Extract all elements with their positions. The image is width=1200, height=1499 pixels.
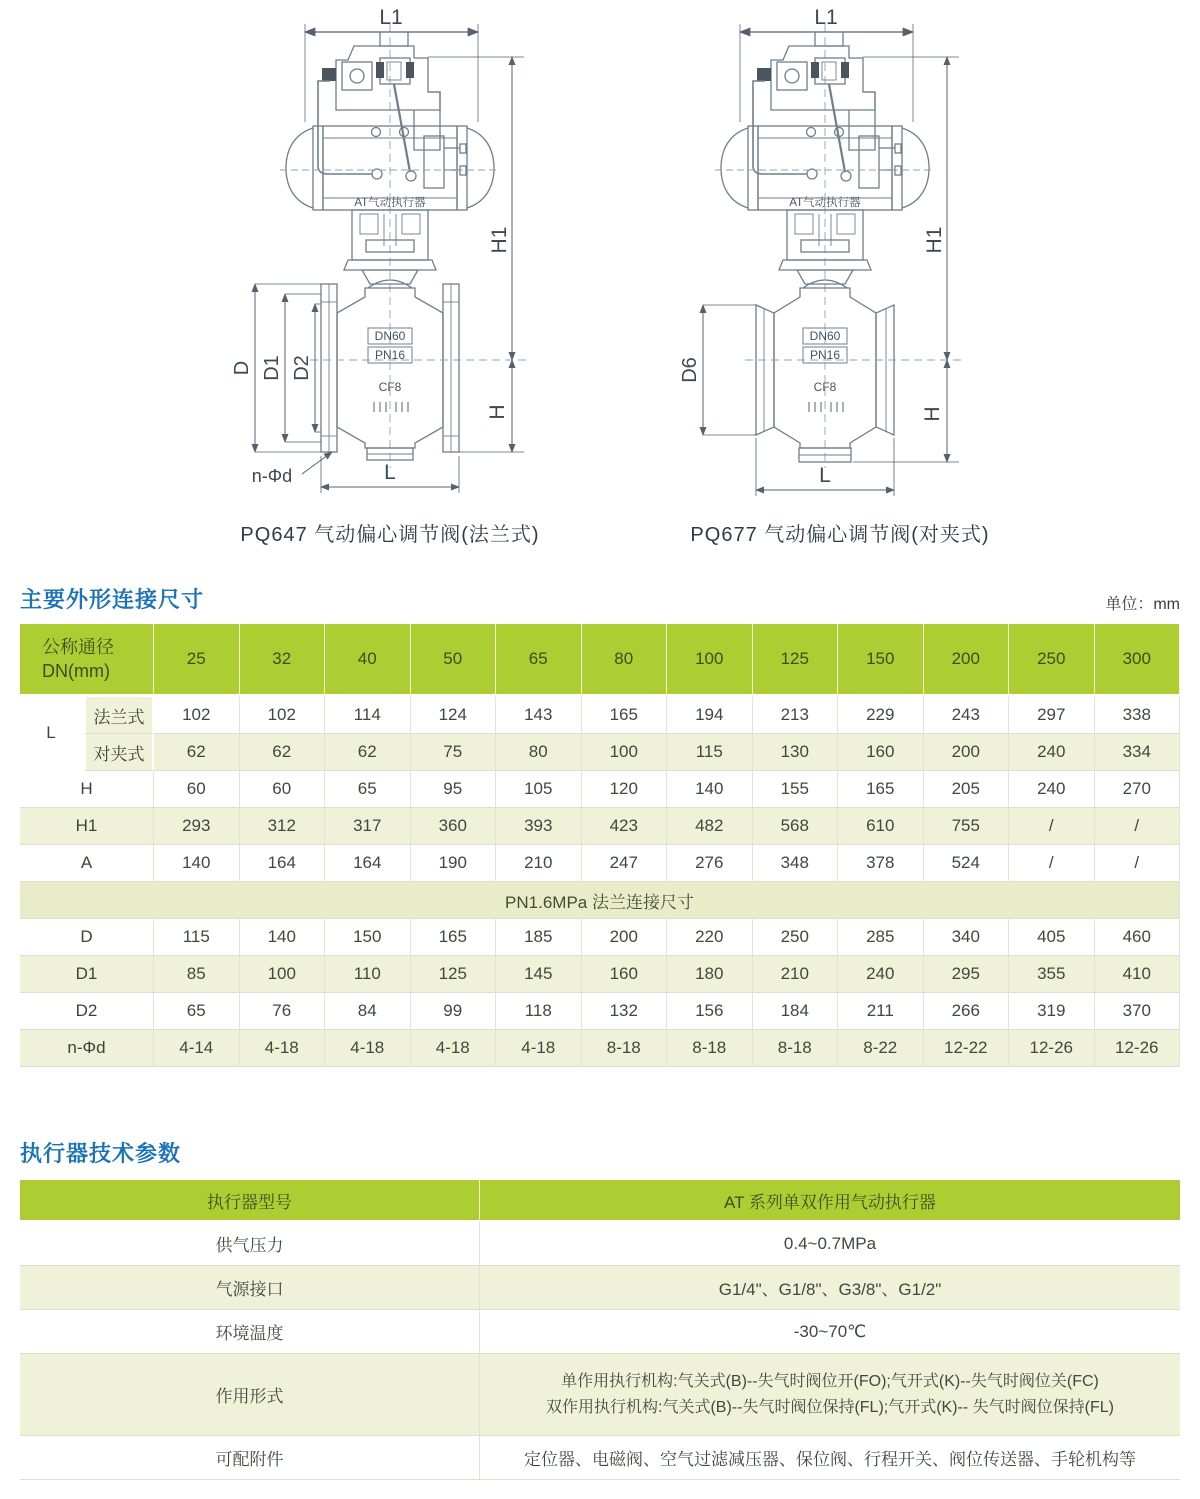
table-row [20, 1030, 1180, 1067]
dims-col-header: 32 [240, 624, 326, 697]
dims-cell: 200 [582, 919, 668, 956]
spec-value-line: 双作用执行机构:气关式(B)--失气时阀位保持(FL);气开式(K)-- 失气时阀位保持(FL) [546, 1398, 1114, 1416]
dims-col-header: 40 [325, 624, 411, 697]
caption-pq677: PQ677 气动偏心调节阀(对夹式) [690, 524, 990, 546]
dims-cell: 194 [667, 697, 753, 734]
dims-col-header: 80 [582, 624, 668, 697]
dims-cell: 205 [924, 771, 1010, 808]
dims-cell: 240 [838, 956, 924, 993]
dims-cell: 190 [411, 845, 497, 882]
spec-row [20, 1436, 1180, 1480]
dims-cell: 317 [325, 808, 411, 845]
dims-cell: 8-18 [667, 1030, 753, 1067]
table-row [20, 956, 1180, 993]
pn-span-row [20, 882, 1180, 919]
dims-cell: 165 [582, 697, 668, 734]
dim-label-h1: H1 [923, 226, 946, 254]
dims-cell: 210 [496, 845, 582, 882]
dims-cell: 610 [838, 808, 924, 845]
dims-cell: 160 [582, 956, 668, 993]
dims-corner-header [20, 624, 154, 697]
dims-cell: / [1009, 808, 1095, 845]
dims-cell: 220 [667, 919, 753, 956]
spec-row-value: AT 系列单双作用气动执行器 [480, 1180, 1180, 1222]
dims-cell: 423 [582, 808, 668, 845]
dims-cell: 355 [1009, 956, 1095, 993]
dims-cell: 240 [1009, 734, 1095, 771]
dims-cell: 140 [667, 771, 753, 808]
table-row [20, 771, 1180, 808]
dimensions-table [20, 624, 1180, 1067]
table-row [20, 808, 1180, 845]
dim-label-d2: D2 [291, 355, 313, 381]
dims-col-header: 50 [411, 624, 497, 697]
spec-row [20, 1310, 1180, 1354]
dim-label-d: D [231, 360, 253, 376]
dims-cell: 85 [154, 956, 240, 993]
dims-cell: 118 [496, 993, 582, 1030]
dims-row-label: 法兰式 [84, 697, 154, 734]
dims-cell: 229 [838, 697, 924, 734]
dims-cell: 270 [1095, 771, 1181, 808]
dim-label-l1: L1 [814, 6, 838, 29]
dims-section-title: 主要外形连接尺寸 [20, 587, 205, 612]
dims-cell: 185 [496, 919, 582, 956]
dims-row-label: 对夹式 [84, 734, 154, 771]
table-row [20, 919, 1180, 956]
dims-col-header: 65 [496, 624, 582, 697]
dims-cell: 338 [1095, 697, 1181, 734]
dims-cell: / [1095, 808, 1181, 845]
spec-row-label: 气源接口 [20, 1266, 480, 1310]
dims-cell: 12-26 [1095, 1030, 1181, 1067]
dims-col-header: 250 [1009, 624, 1095, 697]
dim-label-h: H [486, 404, 509, 420]
dims-cell: 100 [240, 956, 326, 993]
dims-cell: 250 [753, 919, 839, 956]
dims-cell: 210 [753, 956, 839, 993]
dims-cell: 200 [924, 734, 1010, 771]
dim-label-d1: D1 [261, 355, 283, 381]
spec-row-value: G1/4"、G1/8"、G3/8"、G1/2" [480, 1266, 1180, 1310]
actuator-label: AT气动执行器 [354, 197, 426, 209]
spec-row-value [480, 1354, 1180, 1436]
dims-cell: 115 [667, 734, 753, 771]
dims-cell: 460 [1095, 919, 1181, 956]
dims-cell: 755 [924, 808, 1010, 845]
dims-cell: 266 [924, 993, 1010, 1030]
dims-cell: 62 [240, 734, 326, 771]
dims-col-header: 150 [838, 624, 924, 697]
spec-row [20, 1266, 1180, 1310]
dims-cell: 240 [1009, 771, 1095, 808]
dims-row-label: A [20, 845, 154, 882]
dims-cell: 8-22 [838, 1030, 924, 1067]
table-row [20, 845, 1180, 882]
dims-cell: 62 [325, 734, 411, 771]
spec-row-label: 可配附件 [20, 1436, 480, 1480]
dims-cell: 12-26 [1009, 1030, 1095, 1067]
spec-row-value: 0.4~0.7MPa [480, 1222, 1180, 1266]
dims-cell: 164 [325, 845, 411, 882]
valve-diagram-flange [231, 6, 526, 493]
dims-cell: 76 [240, 993, 326, 1030]
dims-cell: 84 [325, 993, 411, 1030]
dims-group-label: L [20, 697, 84, 771]
dims-cell: 568 [753, 808, 839, 845]
dims-cell: 360 [411, 808, 497, 845]
dim-label-l1: L1 [379, 6, 403, 29]
dims-cell: 155 [753, 771, 839, 808]
dims-cell: 140 [240, 919, 326, 956]
dims-corner-line: 公称通径 [42, 637, 114, 657]
dims-cell: 211 [838, 993, 924, 1030]
dims-row-label: D [20, 919, 154, 956]
spec-row-label: 环境温度 [20, 1310, 480, 1354]
dims-cell: 120 [582, 771, 668, 808]
dims-cell: 410 [1095, 956, 1181, 993]
dims-cell: 312 [240, 808, 326, 845]
dims-cell: 156 [667, 993, 753, 1030]
dims-cell: 276 [667, 845, 753, 882]
dim-label-h1: H1 [488, 226, 511, 254]
spec-row [20, 1222, 1180, 1266]
dims-col-header: 25 [154, 624, 240, 697]
dims-cell: / [1009, 845, 1095, 882]
dims-cell: 247 [582, 845, 668, 882]
dims-cell: 348 [753, 845, 839, 882]
dims-cell: 60 [240, 771, 326, 808]
dims-row-label: D2 [20, 993, 154, 1030]
dims-cell: 405 [1009, 919, 1095, 956]
dims-cell: 165 [838, 771, 924, 808]
actuator-spec-table [20, 1180, 1180, 1480]
dim-label-l: L [819, 464, 831, 487]
valve-diagram-canvas: DN60 PN16 CF8 L1 AT气动执行器 D D1 D2 H1 H L n-Φd L1 AT气动执行器 D6 H1 H L [0, 0, 1200, 516]
dims-cell: 95 [411, 771, 497, 808]
dims-col-header: 100 [667, 624, 753, 697]
dims-cell: 393 [496, 808, 582, 845]
dims-cell: 110 [325, 956, 411, 993]
dims-cell: 4-18 [325, 1030, 411, 1067]
dim-label-d6: D6 [679, 357, 701, 383]
dims-cell: 62 [154, 734, 240, 771]
dim-label-n-phi-d: n-Φd [251, 466, 293, 486]
dims-cell: 132 [582, 993, 668, 1030]
dims-cell: 184 [753, 993, 839, 1030]
spec-row-label: 执行器型号 [20, 1180, 480, 1222]
dims-cell: 102 [240, 697, 326, 734]
dims-cell: 105 [496, 771, 582, 808]
dims-cell: 370 [1095, 993, 1181, 1030]
dims-cell: 165 [411, 919, 497, 956]
spec-row-label: 作用形式 [20, 1354, 480, 1436]
dims-cell: 378 [838, 845, 924, 882]
actuator-label: AT气动执行器 [789, 197, 861, 209]
table-row [20, 734, 1180, 771]
dims-row-label: H1 [20, 808, 154, 845]
spec-row [20, 1354, 1180, 1436]
dims-cell: 140 [154, 845, 240, 882]
dims-cell: 293 [154, 808, 240, 845]
dims-cell: 243 [924, 697, 1010, 734]
dims-cell: / [1095, 845, 1181, 882]
dims-header-row [20, 624, 1180, 697]
spec-value-line: 单作用执行机构:气关式(B)--失气时阀位开(FO);气开式(K)--失气时阀位关(FC) [561, 1372, 1099, 1390]
dims-cell: 65 [325, 771, 411, 808]
dims-row-label: D1 [20, 956, 154, 993]
table-row [20, 993, 1180, 1030]
dims-cell: 8-18 [582, 1030, 668, 1067]
dims-cell: 295 [924, 956, 1010, 993]
dims-cell: 75 [411, 734, 497, 771]
dims-cell: 115 [154, 919, 240, 956]
dims-cell: 297 [1009, 697, 1095, 734]
dims-cell: 102 [154, 697, 240, 734]
dims-col-header: 300 [1095, 624, 1181, 697]
dims-cell: 100 [582, 734, 668, 771]
spec-row [20, 1180, 1180, 1222]
dims-cell: 482 [667, 808, 753, 845]
dims-cell: 12-22 [924, 1030, 1010, 1067]
table-row [20, 697, 1180, 734]
dims-cell: 164 [240, 845, 326, 882]
dims-cell: 319 [1009, 993, 1095, 1030]
dims-cell: 125 [411, 956, 497, 993]
dims-cell: 130 [753, 734, 839, 771]
dims-cell: 4-18 [411, 1030, 497, 1067]
spec-row-label: 供气压力 [20, 1222, 480, 1266]
dims-cell: 150 [325, 919, 411, 956]
valve-diagram-wafer [679, 6, 961, 496]
dims-cell: 4-18 [240, 1030, 326, 1067]
valve-diagrams [0, 0, 1200, 568]
dims-cell: 80 [496, 734, 582, 771]
spec-row-value: 定位器、电磁阀、空气过滤减压器、保位阀、行程开关、阀位传送器、手轮机构等 [480, 1436, 1180, 1480]
dims-cell: 124 [411, 697, 497, 734]
actuator-section-title: 执行器技术参数 [20, 1141, 182, 1166]
dims-cell: 60 [154, 771, 240, 808]
spec-row-value: -30~70℃ [480, 1310, 1180, 1354]
dims-col-header: 200 [924, 624, 1010, 697]
dims-cell: 4-18 [496, 1030, 582, 1067]
dims-col-header: 125 [753, 624, 839, 697]
dims-cell: 145 [496, 956, 582, 993]
unit-label: 单位：mm [1105, 596, 1180, 613]
diagram-captions [0, 520, 1200, 554]
dims-cell: 180 [667, 956, 753, 993]
dims-cell: 8-18 [753, 1030, 839, 1067]
dims-cell: 213 [753, 697, 839, 734]
dims-cell: 143 [496, 697, 582, 734]
dims-cell: 114 [325, 697, 411, 734]
dims-cell: 334 [1095, 734, 1181, 771]
dims-cell: 285 [838, 919, 924, 956]
dims-row-label: H [20, 771, 154, 808]
caption-pq647: PQ647 气动偏心调节阀(法兰式) [240, 524, 540, 546]
dims-corner-line: DN(mm) [42, 661, 110, 681]
dim-label-l: L [384, 461, 396, 484]
dims-cell: 160 [838, 734, 924, 771]
dims-cell: 99 [411, 993, 497, 1030]
dims-section-head [20, 584, 1180, 614]
dims-row-label: n-Φd [20, 1030, 154, 1067]
dims-cell: 340 [924, 919, 1010, 956]
dims-cell: 524 [924, 845, 1010, 882]
dims-cell: 4-14 [154, 1030, 240, 1067]
dims-cell: 65 [154, 993, 240, 1030]
pn-span-label: PN1.6MPa 法兰连接尺寸 [20, 882, 1180, 919]
dim-label-h: H [921, 406, 944, 422]
